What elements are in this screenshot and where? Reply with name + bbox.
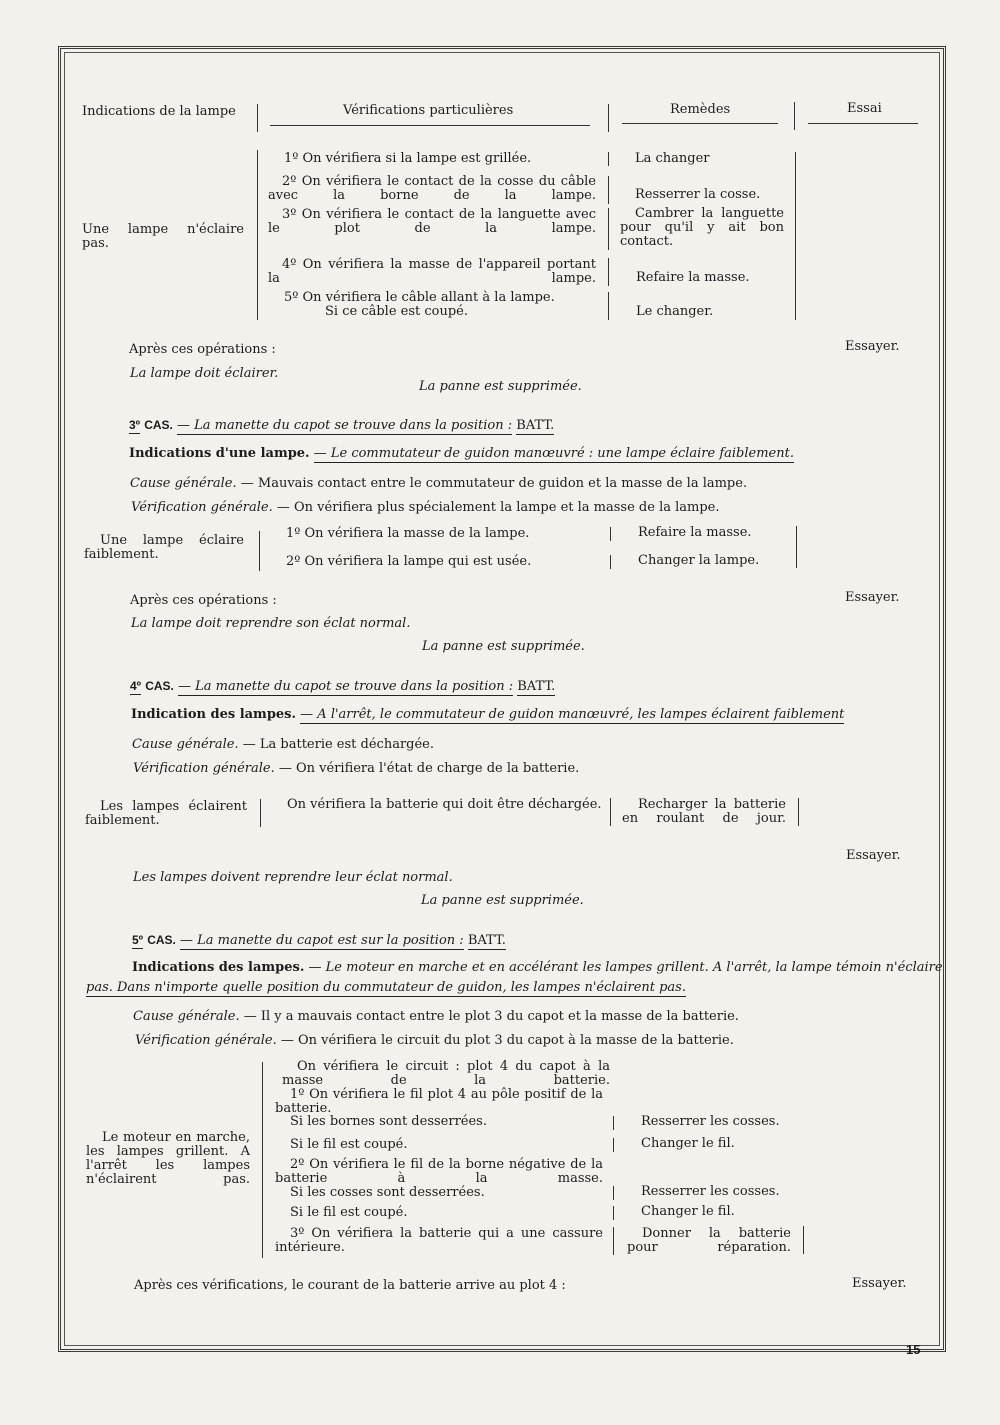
case3-indications <box>129 447 794 461</box>
case5-check-4: Si le fil est coupé. <box>290 1137 408 1152</box>
header-underline <box>808 123 918 124</box>
case4-essai: Essayer. <box>846 848 901 863</box>
case4-verification <box>133 762 579 776</box>
case5-check-8: 3º On vérifiera la batterie qui a une cassure intérieure. <box>275 1226 603 1255</box>
case3-cause-label: Cause générale. <box>130 476 237 491</box>
column-divider <box>610 555 611 569</box>
case3-check-1: 1º On vérifiera la masse de la lampe. <box>286 526 530 541</box>
case3-ind-label: Indications d'une lampe. <box>129 446 310 461</box>
column-divider <box>613 1186 614 1200</box>
case4-ind-label: Indication des lampes. <box>131 707 297 722</box>
header-divider <box>257 104 258 132</box>
case2-solved: La panne est supprimée. <box>419 379 582 394</box>
case5-essai: Essayer. <box>852 1276 907 1291</box>
case3-remedy-2: Changer la lampe. <box>638 553 760 568</box>
header-indications: Indications de la lampe <box>82 104 236 119</box>
case5-verification <box>135 1034 734 1048</box>
case4-indication: Les lampes éclairent faiblement. <box>85 799 247 828</box>
case3-cas: CAS. <box>144 418 173 432</box>
case5-verif-label: Vérification générale. <box>135 1033 277 1048</box>
case4-position: BATT. <box>517 679 556 694</box>
case3-indication: Une lampe éclaire faiblement. <box>84 533 244 562</box>
column-divider <box>608 292 609 320</box>
case4-solved: La panne est supprimée. <box>421 893 584 908</box>
column-divider <box>262 1062 263 1258</box>
column-divider <box>610 527 611 541</box>
case3-essai: Essayer. <box>845 590 900 605</box>
column-divider <box>260 799 261 827</box>
case4-indications <box>131 708 844 722</box>
case5-indications <box>132 961 943 975</box>
case5-indication: Le moteur en marche, les lampes grillent. A l'arrêt les lampes n'éclairent pas. <box>86 1130 250 1187</box>
header-underline <box>622 123 778 124</box>
case3-heading <box>129 418 554 433</box>
case2-check-5-sub: Si ce câble est coupé. <box>325 304 468 319</box>
header-verifications: Vérifications particulières <box>343 103 514 118</box>
header-remedes: Remèdes <box>670 102 731 117</box>
column-divider <box>613 1227 614 1255</box>
column-divider <box>610 798 611 826</box>
case5-title: — La manette du capot est sur la position : <box>180 933 464 948</box>
case2-remedy-5: Le changer. <box>636 304 714 319</box>
case5-number: 5º <box>132 933 144 947</box>
column-divider <box>796 526 797 568</box>
case5-heading <box>132 933 506 948</box>
case4-title: — La manette du capot se trouve dans la position : <box>178 679 514 694</box>
case2-remedy-2: Resserrer la cosse. <box>635 187 761 202</box>
column-divider <box>257 150 258 320</box>
case2-remedy-1: La changer <box>635 151 710 166</box>
case2-check-3: 3º On vérifiera le contact de la languette avec le plot de la lampe. <box>268 207 596 236</box>
case5-indications-line2 <box>86 981 686 995</box>
case4-heading <box>130 679 555 694</box>
case2-after: Après ces opérations : <box>129 342 276 357</box>
case2-remedy-3: Cambrer la languette pour qu'il y ait bon contact. <box>620 206 784 249</box>
column-divider <box>613 1138 614 1152</box>
case5-check-2: 1º On vérifiera le fil plot 4 au pôle positif de la batterie. <box>275 1087 603 1116</box>
case3-after: Après ces opérations : <box>130 593 277 608</box>
case5-position: BATT. <box>467 933 506 948</box>
header-essai: Essai <box>847 101 882 116</box>
case3-solved: La panne est supprimée. <box>422 639 585 654</box>
case2-check-1: 1º On vérifiera si la lampe est grillée. <box>284 151 532 166</box>
case5-check-3: Si les bornes sont desserrées. <box>290 1114 487 1129</box>
case2-essai: Essayer. <box>845 339 900 354</box>
case4-cause-label: Cause générale. <box>132 737 239 752</box>
case4-verif-text: — On vérifiera l'état de charge de la batterie. <box>278 761 580 776</box>
case4-result: Les lampes doivent reprendre leur éclat normal. <box>133 870 453 885</box>
column-divider <box>608 208 609 250</box>
case3-result: La lampe doit reprendre son éclat normal. <box>131 616 411 631</box>
case2-check-2: 2º On vérifiera le contact de la cosse du câble avec la borne de la lampe. <box>268 174 596 203</box>
case2-remedy-4: Refaire la masse. <box>636 270 750 285</box>
case2-result: La lampe doit éclairer. <box>130 366 279 381</box>
column-divider <box>608 176 609 204</box>
case3-number: 3º <box>129 418 141 432</box>
case3-verif-label: Vérification générale. <box>131 500 273 515</box>
case5-cause <box>133 1010 739 1024</box>
case4-verif-label: Vérification générale. <box>133 761 275 776</box>
column-divider <box>613 1116 614 1130</box>
case5-check-5: 2º On vérifiera le fil de la borne négative de la batterie à la masse. <box>275 1157 603 1186</box>
case4-cas: CAS. <box>145 679 174 693</box>
case3-verif-text: — On vérifiera plus spécialement la lampe et la masse de la lampe. <box>276 500 720 515</box>
column-divider <box>798 798 799 826</box>
case5-ind-text-1: — Le moteur en marche et en accélérant les lampes grillent. A l'arrêt, la lampe témoin n'éclaire <box>308 960 943 975</box>
case5-check-6: Si les cosses sont desserrées. <box>290 1185 485 1200</box>
case5-ind-text-2: pas. Dans n'importe quelle position du commutateur de guidon, les lampes n'éclairent pas. <box>86 980 686 995</box>
case3-check-2: 2º On vérifiera la lampe qui est usée. <box>286 554 532 569</box>
case5-ind-label: Indications des lampes. <box>132 960 305 975</box>
case4-number: 4º <box>130 679 142 693</box>
case5-cas: CAS. <box>147 933 176 947</box>
column-divider <box>795 152 796 320</box>
case3-title: — La manette du capot se trouve dans la position : <box>177 418 513 433</box>
case5-remedy-5: Donner la batterie pour réparation. <box>627 1226 791 1255</box>
header-divider <box>794 102 795 130</box>
case5-verif-text: — On vérifiera le circuit du plot 3 du capot à la masse de la batterie. <box>280 1033 734 1048</box>
case5-check-1: On vérifiera le circuit : plot 4 du capot à la masse de la batterie. <box>282 1059 610 1088</box>
case2-check-4: 4º On vérifiera la masse de l'appareil portant la lampe. <box>268 257 596 286</box>
case4-cause <box>132 738 434 752</box>
case4-remedy: Recharger la batterie en roulant de jour. <box>622 797 786 826</box>
case5-remedy-1: Resserrer les cosses. <box>641 1114 780 1129</box>
case3-ind-text: — Le commutateur de guidon manœuvré : une lampe éclaire faiblement. <box>313 446 794 461</box>
case2-indication: Une lampe n'éclaire pas. <box>82 222 244 251</box>
case3-verification <box>131 501 720 515</box>
column-divider <box>613 1206 614 1220</box>
column-divider <box>259 531 260 571</box>
case3-cause <box>130 477 747 491</box>
column-divider <box>608 152 609 166</box>
case5-cause-text: — Il y a mauvais contact entre le plot 3 du capot et la masse de la batterie. <box>243 1009 739 1024</box>
case3-position: BATT. <box>516 418 555 433</box>
case2-check-5: 5º On vérifiera le câble allant à la lampe. <box>284 290 555 305</box>
header-divider <box>608 104 609 132</box>
case5-check-7: Si le fil est coupé. <box>290 1205 408 1220</box>
header-underline <box>270 125 590 126</box>
case5-remedy-4: Changer le fil. <box>641 1204 735 1219</box>
case5-after: Après ces vérifications, le courant de la batterie arrive au plot 4 : <box>134 1278 566 1293</box>
case5-cause-label: Cause générale. <box>133 1009 240 1024</box>
case5-remedy-2: Changer le fil. <box>641 1136 735 1151</box>
case5-remedy-3: Resserrer les cosses. <box>641 1184 780 1199</box>
case4-check: On vérifiera la batterie qui doit être déchargée. <box>287 797 602 812</box>
page-number: 15 <box>906 1342 921 1357</box>
case4-cause-text: — La batterie est déchargée. <box>242 737 435 752</box>
column-divider <box>803 1226 804 1254</box>
column-divider <box>608 258 609 286</box>
case3-cause-text: — Mauvais contact entre le commutateur de guidon et la masse de la lampe. <box>240 476 748 491</box>
case3-remedy-1: Refaire la masse. <box>638 525 752 540</box>
case4-ind-text: — A l'arrêt, le commutateur de guidon manœuvré, les lampes éclairent faiblement <box>300 707 845 722</box>
